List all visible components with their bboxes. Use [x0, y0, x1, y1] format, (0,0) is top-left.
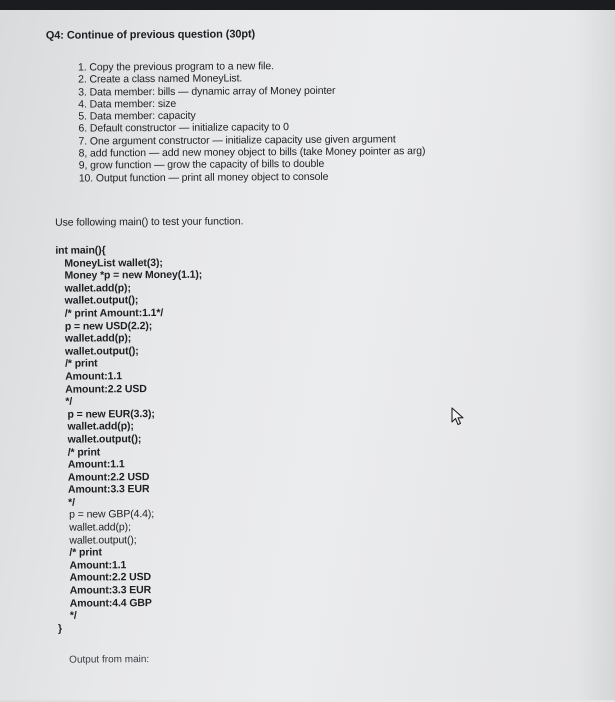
code-block — [55, 244, 204, 635]
code-line: Amount:2.2 USD — [67, 470, 150, 484]
code-line: */ — [65, 395, 73, 408]
code-line: wallet.add(p); — [64, 281, 131, 295]
code-line: wallet.add(p); — [64, 332, 132, 345]
step-item: 9, grow function — grow the capacity of bills to double — [78, 158, 325, 172]
code-line: /* print — [65, 357, 98, 370]
code-line: Amount:4.4 GBP — [69, 596, 152, 610]
code-line: Amount:1.1 — [69, 559, 127, 572]
code-line: p = new GBP(4.4); — [69, 508, 155, 522]
code-line: Amount:2.2 USD — [65, 382, 147, 396]
step-item: 4. Data member: size — [78, 97, 177, 111]
code-line: wallet.output(); — [69, 533, 137, 547]
code-line: wallet.output(); — [64, 294, 139, 308]
step-item: 7. One argument constructor — initialize capacity use given argument — [78, 133, 396, 148]
step-item: 2. Create a class named MoneyList. — [78, 72, 243, 86]
question-title: Q4: Continue of previous question (30pt) — [45, 28, 256, 42]
mouse-pointer-icon — [450, 407, 466, 427]
steps-list — [78, 59, 426, 184]
code-line: int main(){ — [55, 244, 106, 257]
code-line: /* print — [67, 445, 101, 459]
code-line: Amount:2.2 USD — [69, 571, 152, 585]
intro-text: Use following main() to test your function. — [55, 215, 244, 229]
code-line: */ — [68, 496, 75, 509]
code-line: wallet.add(p); — [67, 420, 134, 433]
code-line: } — [57, 622, 62, 635]
code-line: wallet.add(p); — [69, 521, 131, 534]
step-item: 6. Default constructor — initialize capacity to 0 — [78, 121, 289, 136]
step-item: 3. Data member: bills — dynamic array of Money pointer — [78, 84, 336, 99]
code-line: Amount:3.3 EUR — [67, 483, 150, 496]
code-line: Amount:1.1 — [65, 370, 122, 383]
code-line: */ — [69, 609, 77, 622]
code-line: wallet.output(); — [64, 344, 139, 358]
step-item: 8, add function — add new money object to bills (take Money pointer as arg) — [78, 145, 426, 160]
code-line: Amount:3.3 EUR — [69, 584, 152, 597]
code-line: p = new USD(2.2); — [64, 319, 153, 333]
code-line: /* print — [69, 546, 102, 559]
code-line: Amount:1.1 — [67, 458, 125, 471]
step-item: 10. Output function — print all money object to console — [78, 170, 329, 185]
code-line: /* print Amount:1.1*/ — [64, 306, 164, 320]
code-line: p = new EUR(3.3); — [67, 407, 155, 421]
output-label: Output from main: — [69, 654, 150, 666]
code-line: MoneyList wallet(3); — [64, 256, 163, 270]
step-item: 5. Data member: capacity — [78, 109, 196, 123]
step-item: 1. Copy the previous program to a new file. — [77, 60, 274, 74]
code-line: wallet.output(); — [67, 433, 142, 446]
code-line: Money *p = new Money(1.1); — [64, 268, 203, 282]
